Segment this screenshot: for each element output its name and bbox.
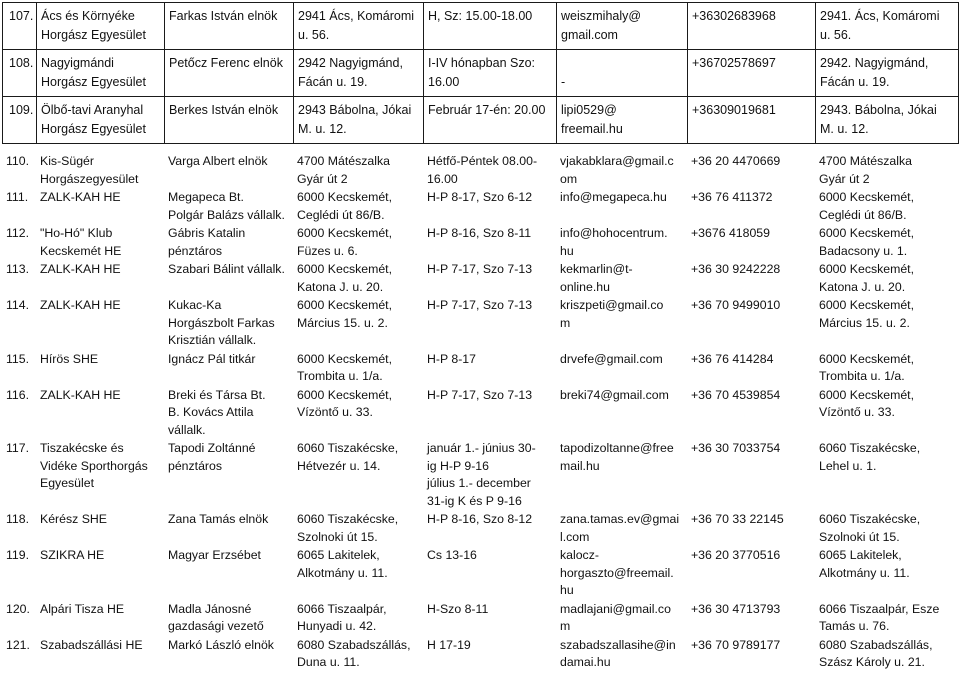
club-email[interactable]: kekmarlin@t- online.hu — [560, 262, 633, 294]
table-row — [2, 351, 958, 387]
club-address: 6000 Kecskemét, Katona J. u. 20. — [297, 262, 393, 294]
opening-hours: H-P 8-17, Szo 6-12 — [427, 190, 533, 204]
club-name: Tiszakécske és Vidéke Sporthorgás Egyesület — [40, 441, 148, 490]
club-leader: Madla Jánosné gazdasági vezető — [168, 601, 264, 633]
club-leader: Tapodi Zoltánné pénztáros — [168, 441, 256, 473]
club-phone: +36 76 414284 — [691, 351, 774, 366]
club-name: "Ho-Hó" Klub Kecskemét HE — [40, 226, 122, 258]
club-leader: Markó László elnök — [168, 637, 274, 652]
table-row — [2, 440, 958, 511]
table-row — [3, 97, 959, 144]
club-email[interactable]: breki74@gmail.com — [560, 387, 669, 402]
row-number: 111. — [6, 190, 29, 204]
club-address: 6000 Kecskemét, Ceglédi út 86/B. — [297, 190, 393, 222]
club-address: 6000 Kecskemét, Vízöntő u. 33. — [297, 387, 393, 419]
club-name: Nagyigmándi Horgász Egyesület — [37, 50, 165, 97]
club-phone: +36 70 33 22145 — [691, 512, 784, 526]
club-name: ZALK-KAH HE — [40, 387, 121, 402]
club-name: ZALK-KAH HE — [40, 298, 121, 312]
clubs-table — [2, 153, 958, 673]
table-row — [2, 547, 958, 601]
club-address: 6066 Tiszaalpár, Hunyadi u. 42. — [297, 601, 387, 633]
club-address: 6060 Tiszakécske, Szolnoki út 15. — [297, 512, 399, 544]
club-address: 2943 Bábolna, Jókai M. u. 12. — [294, 97, 424, 144]
opening-hours: H-Szo 8-11 — [427, 601, 489, 616]
club-leader: Zana Tamás elnök — [168, 512, 269, 526]
row-number: 108. — [3, 50, 37, 97]
club-name: Kérész SHE — [40, 512, 107, 526]
club-name: ZALK-KAH HE — [40, 262, 121, 276]
club-address: 2942 Nagyigmánd, Fácán u. 19. — [294, 50, 424, 97]
club-leader: Megapeca Bt. Polgár Balázs vállalk. — [168, 190, 285, 222]
table-row — [3, 50, 959, 97]
club-email[interactable]: tapodizoltanne@free mail.hu — [560, 441, 674, 473]
club-phone: +3676 418059 — [691, 226, 770, 240]
club-name: Alpári Tisza HE — [40, 601, 125, 616]
top-clubs-table — [2, 2, 959, 144]
row-number: 107. — [3, 3, 37, 50]
shop-address: 2943. Bábolna, Jókai M. u. 12. — [816, 97, 959, 144]
club-email[interactable]: kriszpeti@gmail.co m — [560, 298, 664, 330]
club-name: ZALK-KAH HE — [40, 190, 121, 204]
club-email[interactable]: lipi0529@ freemail.hu — [557, 97, 688, 144]
club-address: 6000 Kecskemét, Füzes u. 6. — [297, 226, 393, 258]
club-email[interactable]: weiszmihaly@ gmail.com — [557, 3, 688, 50]
opening-hours: január 1.- június 30- ig H-P 9-16 július 1.- december 31-ig K és P 9-16 — [427, 441, 536, 508]
club-name: Ács és Környéke Horgász Egyesület — [37, 3, 165, 50]
row-number: 121. — [6, 637, 30, 652]
club-phone: +36 30 9242228 — [691, 262, 781, 276]
club-name: Kis-Sügér Horgászegyesület — [40, 154, 139, 186]
opening-hours: H-P 8-16, Szo 8-11 — [427, 226, 532, 240]
club-leader: Petőcz Ferenc elnök — [165, 50, 294, 97]
club-email[interactable]: vjakabklara@gmail.c om — [560, 154, 674, 186]
club-leader: Berkes István elnök — [165, 97, 294, 144]
opening-hours: Hétfő-Péntek 08.00- 16.00 — [427, 154, 538, 186]
table-row — [2, 153, 958, 189]
shop-address: 4700 Mátészalka Gyár út 2 — [819, 154, 912, 186]
club-phone: +36 76 411372 — [691, 190, 773, 204]
opening-hours: H-P 7-17, Szo 7-13 — [427, 298, 533, 312]
club-leader: Varga Albert elnök — [168, 154, 268, 168]
table-row — [2, 189, 958, 225]
row-number: 119. — [6, 548, 30, 562]
club-leader: Breki és Társa Bt. B. Kovács Attila vállalk. — [168, 387, 266, 437]
row-number: 118. — [6, 512, 30, 526]
club-phone: +36309019681 — [688, 97, 816, 144]
shop-address: 6000 Kecskemét, Katona J. u. 20. — [819, 262, 915, 294]
club-phone: +36 20 4470669 — [691, 154, 781, 168]
club-phone: +36 70 4539854 — [691, 387, 781, 402]
row-number: 115. — [6, 351, 30, 366]
club-name: SZIKRA HE — [40, 548, 105, 562]
club-email[interactable]: zana.tamas.ev@gmai l.com — [560, 512, 680, 544]
shop-address: 6000 Kecskemét, Badacsony u. 1. — [819, 226, 915, 258]
row-number: 109. — [3, 97, 37, 144]
club-phone: +36 20 3770516 — [691, 548, 781, 562]
club-address: 6080 Szabadszállás, Duna u. 11. — [297, 637, 411, 669]
club-phone: +36 70 9499010 — [691, 298, 781, 312]
opening-hours: H 17-19 — [427, 637, 471, 652]
club-email[interactable]: info@hohocentrum. hu — [560, 226, 668, 258]
opening-hours: Cs 13-16 — [427, 548, 477, 562]
club-email[interactable]: madlajani@gmail.co m — [560, 601, 671, 633]
club-phone: +36 70 9789177 — [691, 637, 781, 652]
club-address: 6000 Kecskemét, Trombita u. 1/a. — [297, 351, 393, 383]
club-phone: +36 30 7033754 — [691, 441, 781, 455]
club-address: 4700 Mátészalka Gyár út 2 — [297, 154, 390, 186]
row-number: 116. — [6, 387, 30, 402]
shop-address: 6060 Tiszakécske, Szolnoki út 15. — [819, 512, 921, 544]
club-phone: +36302683968 — [688, 3, 816, 50]
club-email[interactable]: drvefe@gmail.com — [560, 351, 663, 366]
club-leader: Kukac-Ka Horgászbolt Farkas Krisztián vállalk. — [168, 298, 275, 347]
club-name: Ölbő-tavi Aranyhal Horgász Egyesület — [37, 97, 165, 144]
row-number: 112. — [6, 226, 30, 240]
club-leader: Magyar Erzsébet — [168, 548, 261, 562]
opening-hours: H-P 7-17, Szo 7-13 — [427, 387, 533, 402]
club-email[interactable]: - — [557, 50, 688, 97]
table-row — [3, 3, 959, 50]
club-email[interactable]: kalocz- horgaszto@freemail. hu — [560, 548, 674, 597]
club-address: 6065 Lakitelek, Alkotmány u. 11. — [297, 548, 388, 580]
club-name: Szabadszállási HE — [40, 637, 143, 652]
row-number: 113. — [6, 262, 30, 276]
opening-hours: H, Sz: 15.00-18.00 — [424, 3, 557, 50]
shop-address: 2941. Ács, Komáromi u. 56. — [816, 3, 959, 50]
opening-hours: Február 17-én: 20.00 — [424, 97, 557, 144]
club-leader: Gábris Katalin pénztáros — [168, 226, 246, 258]
club-leader: Farkas István elnök — [165, 3, 294, 50]
club-email[interactable]: info@megapeca.hu — [560, 190, 667, 204]
shop-address: 6066 Tiszaalpár, Esze Tamás u. 76. — [819, 601, 940, 633]
shop-address: 6000 Kecskemét, Március 15. u. 2. — [819, 298, 915, 330]
row-number: 117. — [6, 441, 30, 455]
table-row — [2, 511, 958, 547]
club-leader: Szabari Bálint vállalk. — [168, 262, 285, 276]
club-leader: Ignácz Pál titkár — [168, 351, 256, 366]
table-row — [2, 225, 958, 261]
club-address: 2941 Ács, Komáromi u. 56. — [294, 3, 424, 50]
row-number: 110. — [6, 154, 30, 168]
row-number: 120. — [6, 601, 30, 616]
club-phone: +36702578697 — [688, 50, 816, 97]
shop-address: 6000 Kecskemét, Trombita u. 1/a. — [819, 351, 915, 383]
table-row — [2, 601, 958, 637]
opening-hours: H-P 8-16, Szo 8-12 — [427, 512, 533, 526]
club-email[interactable]: szabadszallasihe@in damai.hu — [560, 637, 676, 669]
club-address: 6060 Tiszakécske, Hétvezér u. 14. — [297, 441, 399, 473]
shop-address: 6000 Kecskemét, Vízöntő u. 33. — [819, 387, 915, 419]
table-row — [2, 637, 958, 673]
shop-address: 6060 Tiszakécske, Lehel u. 1. — [819, 441, 921, 473]
shop-address: 6065 Lakitelek, Alkotmány u. 11. — [819, 548, 910, 580]
opening-hours: I-IV hónapban Szo: 16.00 — [424, 50, 557, 97]
opening-hours: H-P 8-17 — [427, 351, 476, 366]
table-row — [2, 261, 958, 297]
club-phone: +36 30 4713793 — [691, 601, 781, 616]
shop-address: 6080 Szabadszállás, Szász Károly u. 21. — [819, 637, 933, 669]
shop-address: 2942. Nagyigmánd, Fácán u. 19. — [816, 50, 959, 97]
shop-address: 6000 Kecskemét, Ceglédi út 86/B. — [819, 190, 915, 222]
club-address: 6000 Kecskemét, Március 15. u. 2. — [297, 298, 393, 330]
table-row — [2, 297, 958, 351]
club-name: Hírös SHE — [40, 351, 99, 366]
row-number: 114. — [6, 298, 30, 312]
opening-hours: H-P 7-17, Szo 7-13 — [427, 262, 533, 276]
table-row — [2, 387, 958, 441]
